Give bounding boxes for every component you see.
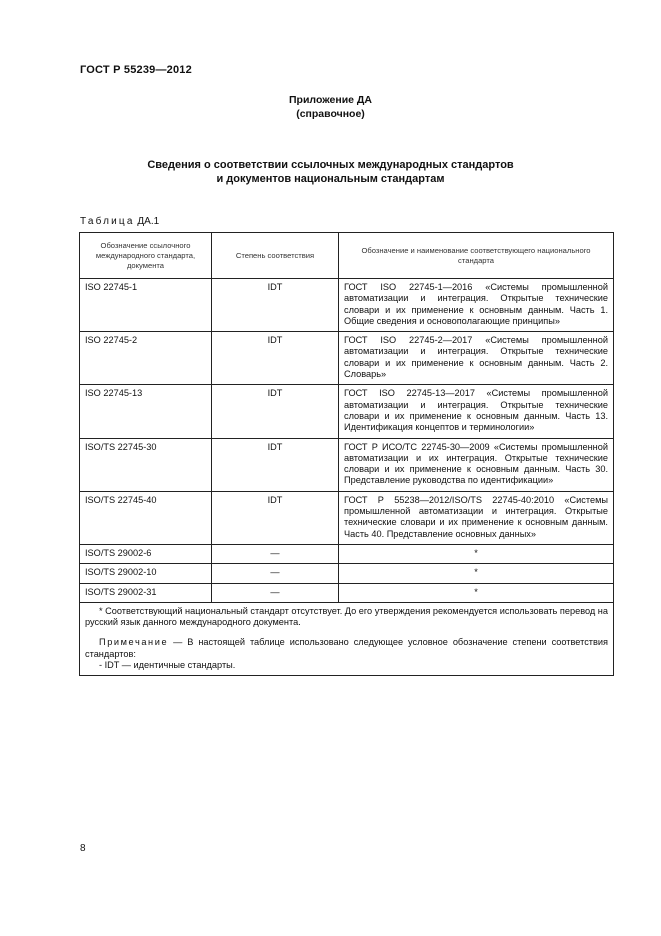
table-row <box>80 564 614 583</box>
table-row <box>80 385 614 438</box>
national-standard-cell: ГОСТ ISO 22745-2—2017 «Системы промышленной автоматизации и интеграция. Открытые технические словари и их применение к основным данным. Часть 2. Словарь» <box>339 332 614 385</box>
degree-cell: IDT <box>212 385 339 438</box>
national-standard-cell: * <box>339 583 614 602</box>
reference-cell: ISO/TS 22745-30 <box>80 438 212 491</box>
section-title-line-2: и документов национальным стандартам <box>216 173 445 185</box>
header-degree: Степень соответствия <box>212 233 339 279</box>
note-paragraph <box>85 637 608 660</box>
annex-heading <box>0 93 661 121</box>
degree-cell: IDT <box>212 332 339 385</box>
degree-cell: IDT <box>212 279 339 332</box>
section-title <box>0 158 661 186</box>
header-national-standard: Обозначение и наименование соответствующего национального стандарта <box>339 233 614 279</box>
reference-cell: ISO/TS 29002-10 <box>80 564 212 583</box>
table-caption <box>80 216 159 227</box>
reference-cell: ISO 22745-13 <box>80 385 212 438</box>
note-label: Примечание <box>99 637 169 648</box>
section-title-line-1: Сведения о соответствии ссылочных международных стандартов <box>147 159 514 171</box>
degree-cell: IDT <box>212 491 339 544</box>
table-row <box>80 438 614 491</box>
national-standard-cell: * <box>339 564 614 583</box>
national-standard-cell: ГОСТ Р 55238—2012/ISO/TS 22745-40:2010 «Системы промышленной автоматизации и интеграция. Открытые технические словари и их применение к основным данным. Часть 40. Представление основных данных» <box>339 491 614 544</box>
table-row <box>80 332 614 385</box>
table-row <box>80 279 614 332</box>
table-header-row <box>80 233 614 279</box>
table-row <box>80 491 614 544</box>
footnote: * Соответствующий национальный стандарт отсутствует. До его утверждения рекомендуется использовать перевод на русский язык данного международного документа. <box>85 605 608 628</box>
annex-subtitle: (справочное) <box>296 108 365 120</box>
note-text: — В настоящей таблице использовано следующее условное обозначение степени соответствия стандартов: <box>85 637 608 659</box>
degree-cell: — <box>212 564 339 583</box>
reference-cell: ISO/TS 22745-40 <box>80 491 212 544</box>
page-number: 8 <box>80 843 86 854</box>
note-list-item: - IDT — идентичные стандарты. <box>99 660 236 671</box>
national-standard-cell: ГОСТ Р ИСО/ТС 22745-30—2009 «Системы промышленной автоматизации и их интеграция. Открытые технические словари и их применение к основным данным. Часть 30. Представление руководства по идентификации» <box>339 438 614 491</box>
national-standard-cell: ГОСТ ISO 22745-1—2016 «Системы промышленной автоматизации и интеграция. Открытые технические словари и их применение к основным данным. Часть 1. Общие сведения и основополагающие принципы» <box>339 279 614 332</box>
standard-designation: ГОСТ Р 55239—2012 <box>80 64 192 76</box>
table-row <box>80 583 614 602</box>
table-row <box>80 544 614 563</box>
correspondence-table <box>79 232 614 676</box>
table-caption-prefix: Таблица <box>80 216 135 227</box>
reference-cell: ISO 22745-2 <box>80 332 212 385</box>
annex-title: Приложение ДА <box>289 94 372 106</box>
table-notes-cell <box>80 602 614 675</box>
header-reference-standard: Обозначение ссылочного международного стандарта, документа <box>80 233 212 279</box>
degree-cell: — <box>212 544 339 563</box>
national-standard-cell: * <box>339 544 614 563</box>
national-standard-cell: ГОСТ ISO 22745-13—2017 «Системы промышленной автоматизации и интеграция. Открытые технические словари и их применение к основным данным. Часть 13. Идентификация концептов и терминологии» <box>339 385 614 438</box>
table-notes-row <box>80 602 614 675</box>
reference-cell: ISO 22745-1 <box>80 279 212 332</box>
degree-cell: IDT <box>212 438 339 491</box>
degree-cell: — <box>212 583 339 602</box>
table-caption-number: ДА.1 <box>137 216 160 227</box>
reference-cell: ISO/TS 29002-6 <box>80 544 212 563</box>
reference-cell: ISO/TS 29002-31 <box>80 583 212 602</box>
